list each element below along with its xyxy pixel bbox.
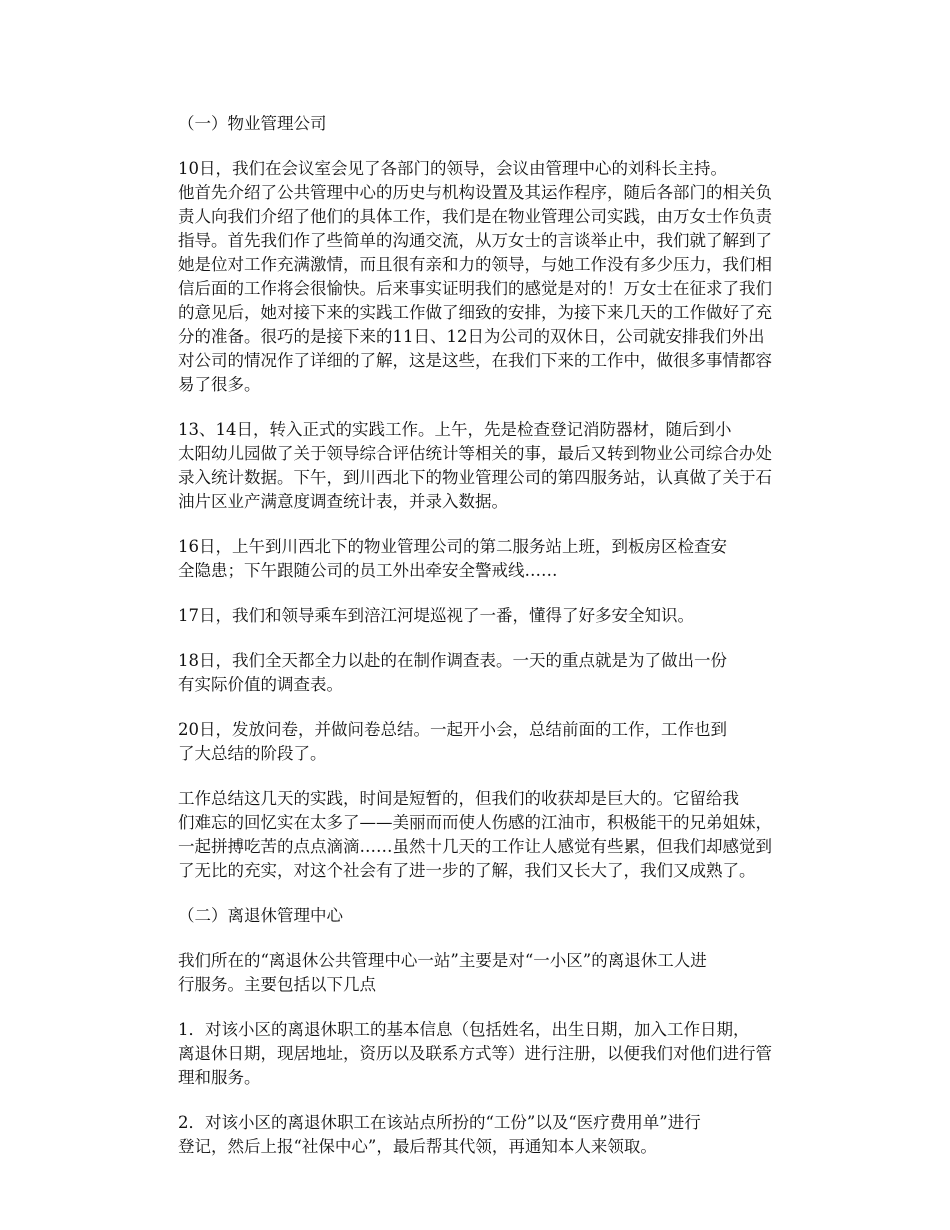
text-line: 指导。首先我们作了些简单的沟通交流，从万女士的言谈举止中，我们就了解到了 — [178, 231, 772, 250]
text-line: 2．对该小区的离退休职工在该站点所扮的“工份”以及“医疗费用单”进行 — [178, 1113, 701, 1132]
text-line: 们难忘的回忆实在太多了——美丽而而使人伤感的江油市，积极能干的兄弟姐妹， — [178, 813, 772, 832]
text-line: 太阳幼儿园做了关于领导综合评估统计等相关的事，最后又转到物业公司综合办处 — [178, 444, 772, 463]
paragraph — [142, 1111, 810, 1159]
paragraph — [142, 787, 810, 883]
text-line: 对公司的情况作了详细的了解，这是这些，在我们下来的工作中，做很多事情都容 — [178, 351, 772, 370]
text-line: 的意见后，她对接下来的实践工作做了细致的安排，为接下来几天的工作做好了充 — [178, 303, 772, 322]
text-line: 分的准备。很巧的是接下来的11日、12日为公司的双休日，公司就安排我们外出 — [178, 327, 765, 346]
text-line: 易了很多。 — [178, 375, 261, 394]
text-line: 我们所在的“离退休公共管理中心一站”主要是对“一小区”的离退休工人进 — [178, 951, 707, 970]
text-line: 10日，我们在会议室会见了各部门的领导，会议由管理中心的刘科长主持。 — [178, 159, 727, 178]
text-line: 18日，我们全天都全力以赴的在制作调查表。一天的重点就是为了做出一份 — [178, 651, 727, 670]
text-line: 离退休日期，现居地址，资历以及联系方式等）进行注册，以便我们对他们进行管 — [178, 1044, 772, 1063]
text-line: 她是位对工作充满激情，而且很有亲和力的领导，与她工作没有多少压力，我们相 — [178, 255, 772, 274]
paragraph — [142, 649, 810, 697]
text-line: 责人向我们介绍了他们的具体工作，我们是在物业管理公司实践，由万女士作负责 — [178, 207, 772, 226]
paragraph — [142, 604, 810, 628]
document-page — [142, 112, 810, 1180]
text-line: 有实际价值的调查表。 — [178, 675, 343, 694]
text-line: 了无比的充实，对这个社会有了进一步的了解，我们又长大了，我们又成熟了。 — [178, 861, 756, 880]
section-heading: （二）离退休管理中心 — [178, 906, 343, 925]
text-line: 17日，我们和领导乘车到涪江河堤巡视了一番，懂得了好多安全知识。 — [178, 606, 694, 625]
text-line: 13、14日，转入正式的实践工作。上午，先是检查登记消防器材，随后到小 — [178, 420, 732, 439]
text-line: 信后面的工作将会很愉快。后来事实证明我们的感觉是对的！万女士在征求了我们 — [178, 279, 772, 298]
paragraph — [142, 535, 810, 583]
text-line: 20日，发放问卷，并做问卷总结。一起开小会，总结前面的工作，工作也到 — [178, 720, 727, 739]
text-line: 全隐患；下午跟随公司的员工外出牵安全警戒线…… — [178, 561, 558, 580]
text-line: 行服务。主要包括以下几点 — [178, 975, 376, 994]
paragraph — [142, 949, 810, 997]
section-heading: （一）物业管理公司 — [178, 114, 327, 133]
text-line: 理和服务。 — [178, 1068, 261, 1087]
text-line: 登记，然后上报“社保中心”，最后帮其代领，再通知本人来领取。 — [178, 1137, 657, 1156]
text-line: 油片区业产满意度调查统计表，并录入数据。 — [178, 492, 508, 511]
text-line: 他首先介绍了公共管理中心的历史与机构设置及其运作程序，随后各部门的相关负 — [178, 183, 772, 202]
text-line: 工作总结这几天的实践，时间是短暂的，但我们的收获却是巨大的。它留给我 — [178, 789, 739, 808]
text-line: 一起拼搏吃苦的点点滴滴……虽然十几天的工作让人感觉有些累，但我们却感觉到 — [178, 837, 772, 856]
text-line: 1．对该小区的离退休职工的基本信息（包括姓名，出生日期，加入工作日期， — [178, 1020, 750, 1039]
paragraph — [142, 418, 810, 514]
text-line: 录入统计数据。下午，到川西北下的物业管理公司的第四服务站，认真做了关于石 — [178, 468, 772, 487]
paragraph — [142, 157, 810, 397]
text-line: 了大总结的阶段了。 — [178, 744, 327, 763]
text-line: 16日，上午到川西北下的物业管理公司的第二服务站上班，到板房区检查安 — [178, 537, 727, 556]
paragraph — [142, 1018, 810, 1090]
paragraph — [142, 718, 810, 766]
